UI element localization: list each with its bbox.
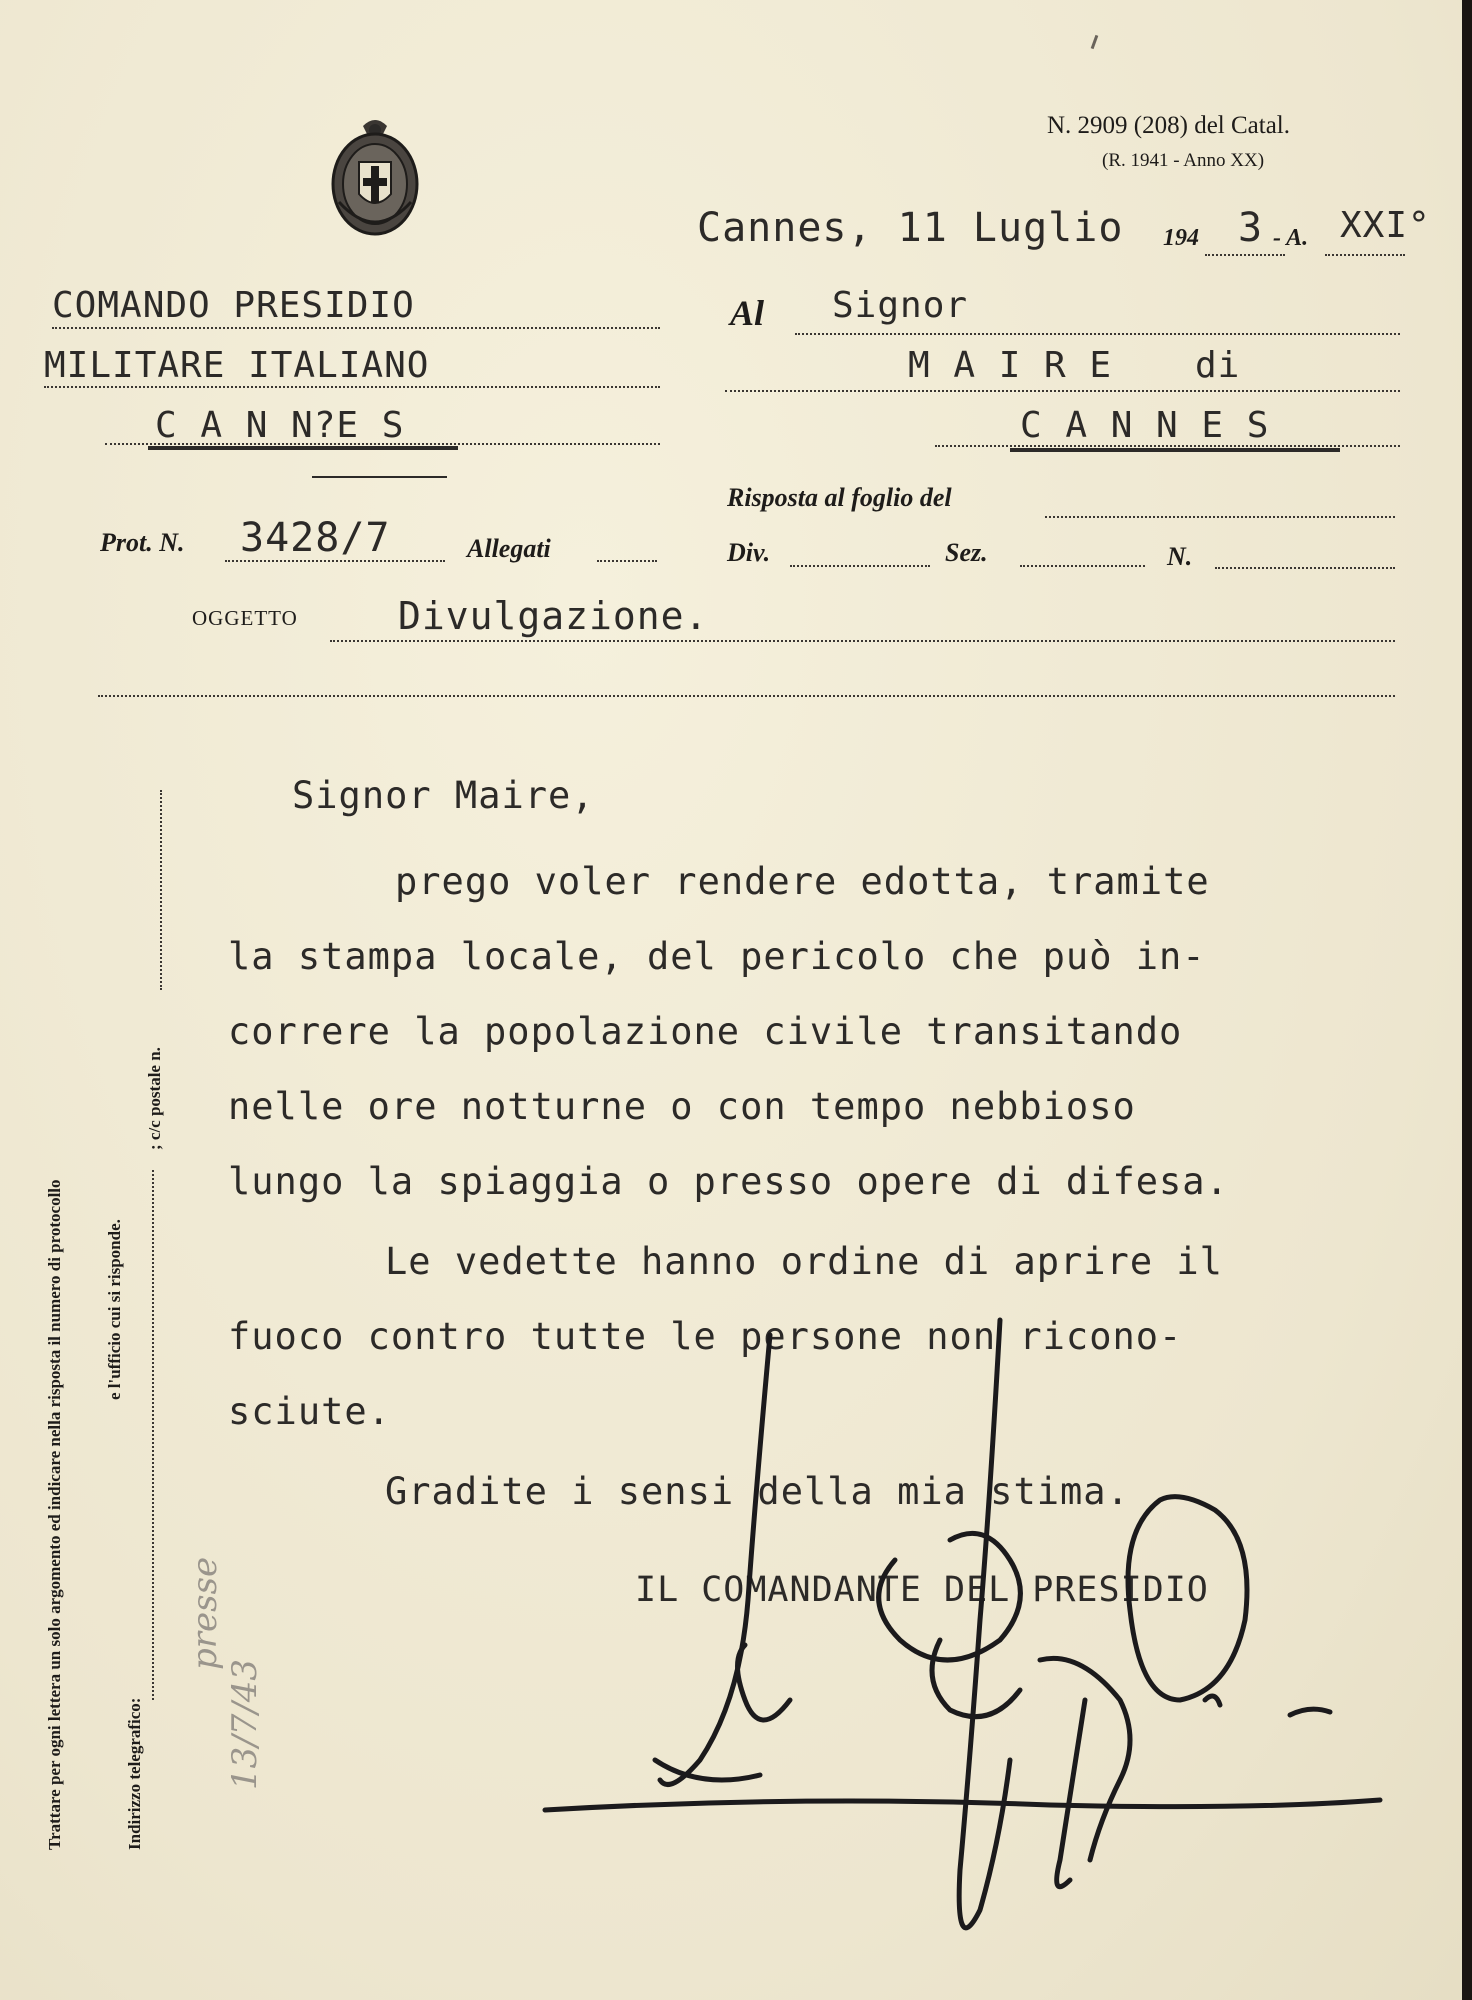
signature-title: IL COMANDANTE DEL PRESIDIO xyxy=(635,1570,1209,1610)
body-line-1: prego voler rendere edotta, tramite xyxy=(395,860,1210,903)
margin-instruction-2: e l'ufficio cui si risponde. xyxy=(105,1219,124,1400)
div-label: Div. xyxy=(727,538,771,567)
catalog-reference: N. 2909 (208) del Catal. xyxy=(1047,112,1291,139)
recipient-line-1: Signor xyxy=(832,285,969,326)
body-line-7: fuoco contro tutte le persone non ricono- xyxy=(228,1315,1183,1358)
margin-instruction-1: Trattare per ogni lettera un solo argomento ed indicare nella risposta il numero di protocollo xyxy=(45,1179,64,1850)
postal-dotted-line xyxy=(160,790,162,990)
sender-line-1: COMANDO PRESIDIO xyxy=(52,285,415,326)
sender-line-3: C A N N?E S xyxy=(155,405,405,446)
closing-line: Gradite i sensi della mia stima. xyxy=(385,1470,1130,1513)
telegraph-label: Indirizzo telegrafico: xyxy=(125,1697,144,1850)
recipient-line-3: C A N N E S xyxy=(1020,405,1270,446)
recipient-al-label: Al xyxy=(730,293,765,333)
prot-label: Prot. N. xyxy=(100,528,185,557)
oggetto-label: OGGETTO xyxy=(192,606,298,630)
body-line-5: lungo la spiaggia o presso opere di difesa. xyxy=(228,1160,1229,1203)
recipient-di: di xyxy=(1195,345,1241,386)
year-digit: 3 xyxy=(1238,205,1264,251)
body-line-8: sciute. xyxy=(228,1390,391,1433)
year-prefix: 194 xyxy=(1163,225,1199,251)
era-prefix: - A. xyxy=(1273,225,1309,251)
body-line-3: correre la popolazione civile transitando xyxy=(228,1010,1183,1053)
era-value: XXI° xyxy=(1340,205,1431,246)
pencil-note-2: 13/7/43 xyxy=(225,1658,265,1790)
sender-line-2: MILITARE ITALIANO xyxy=(44,345,430,386)
sez-label: Sez. xyxy=(945,538,988,567)
prot-number: 3428/7 xyxy=(240,515,391,561)
pencil-note-1: presse xyxy=(185,1556,225,1670)
allegati-label: Allegati xyxy=(467,534,551,563)
body-line-4: nelle ore notturne o con tempo nebbioso xyxy=(228,1085,1136,1128)
place-date: Cannes, 11 Luglio xyxy=(697,205,1124,251)
telegraph-dotted-line xyxy=(152,1170,154,1700)
subject-value: Divulgazione. xyxy=(398,594,709,638)
catalog-subtitle: (R. 1941 - Anno XX) xyxy=(1102,150,1265,171)
postal-label: ; c/c postale n. xyxy=(145,1047,164,1150)
salutation: Signor Maire, xyxy=(292,774,595,817)
n-label: N. xyxy=(1167,542,1193,571)
risposta-label: Risposta al foglio del xyxy=(727,483,952,512)
body-line-6: Le vedette hanno ordine di aprire il xyxy=(385,1240,1223,1283)
recipient-name: M A I R E xyxy=(908,345,1113,386)
body-line-2: la stampa locale, del pericolo che può in- xyxy=(228,935,1206,978)
